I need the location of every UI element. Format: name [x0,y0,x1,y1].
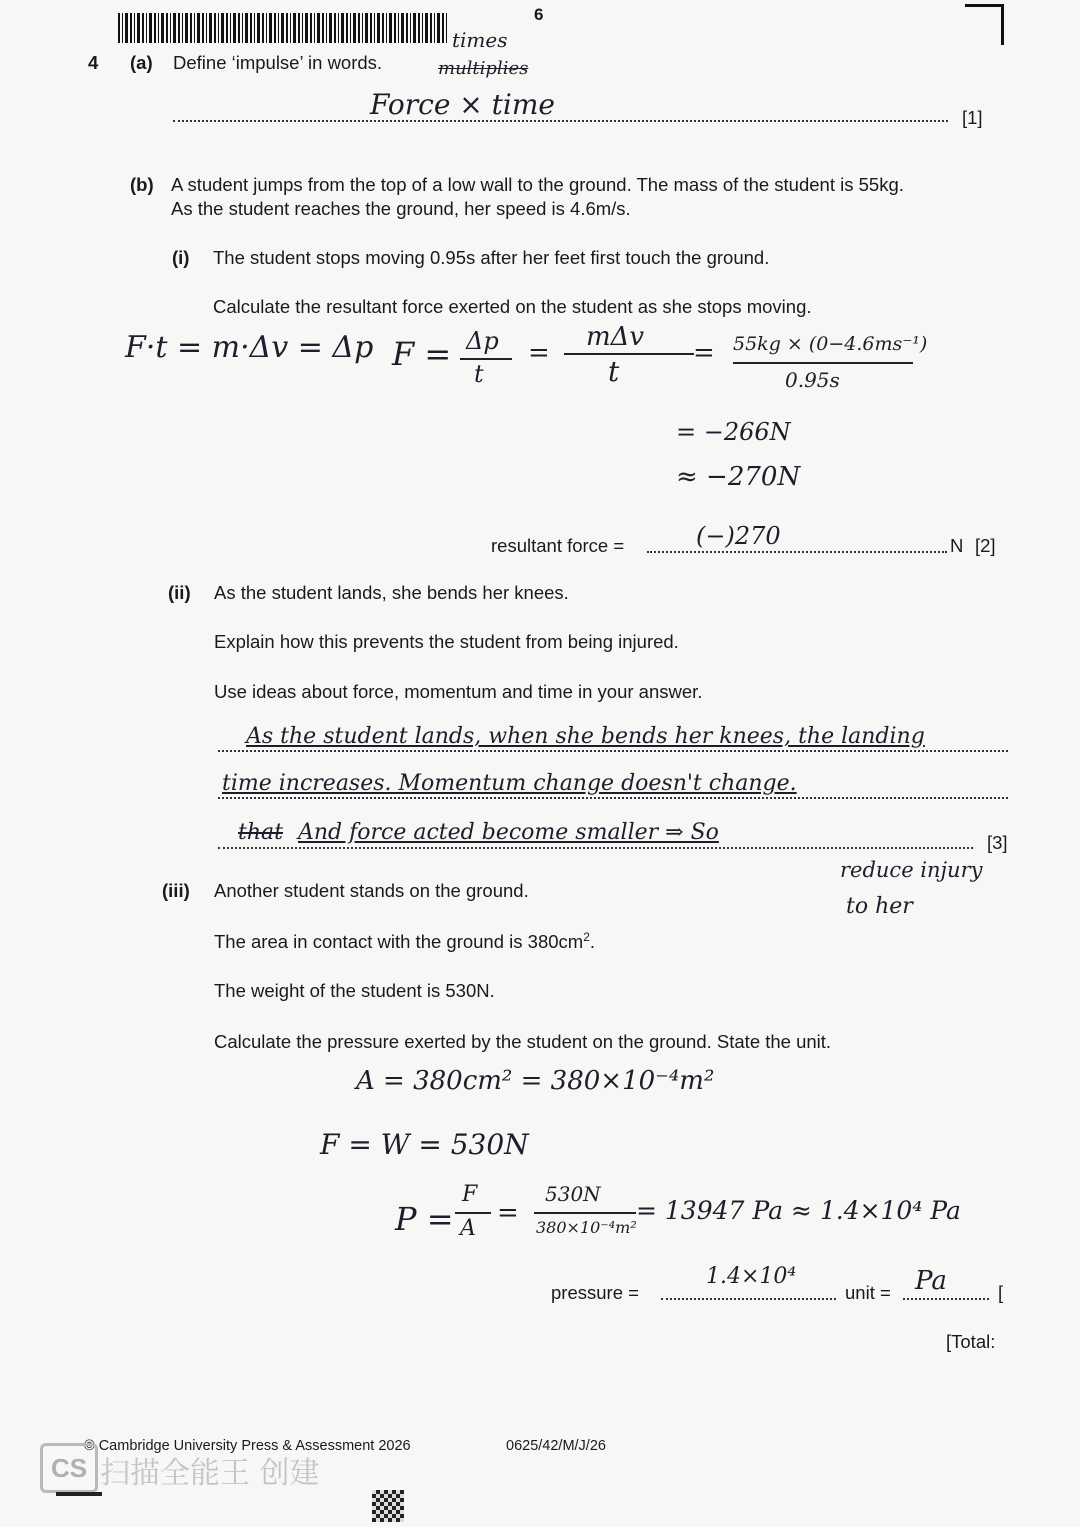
part-iii-text1: Another student stands on the ground. [214,880,529,901]
working-pressure-result: = 13947 Pa ≈ 1.4×10⁴ Pa [636,1196,961,1225]
unit: N [950,535,964,556]
answer-line [218,797,1008,799]
answer-line [218,750,1008,752]
part-i-label: (i) [172,247,190,268]
question-number: 4 [88,52,99,73]
part-b-text-line2: As the student reaches the ground, her speed is 4.6m/s. [171,198,631,219]
part-iii-text4: Calculate the pressure exerted by the student on the ground. State the unit. [214,1031,832,1052]
handwritten-crossed-note: multiplies [438,58,529,79]
part-b-text-line1: A student jumps from the top of a low wall to the ground. The mass of the student is 55kg. [171,174,904,195]
fraction-bar [534,1212,636,1214]
answer-line [218,847,973,849]
explanation-line3: And force acted become smaller ⇒ So [298,820,719,845]
working-numerator: 530N [545,1182,601,1206]
answer-line [647,551,947,553]
unit-answer: Pa [915,1266,947,1296]
working-denominator: 0.95s [785,368,840,392]
fraction-bar [733,362,913,364]
part-i-text2: Calculate the resultant force exerted on the student as she stops moving. [213,296,812,317]
part-iii-text2: The area in contact with the ground is $380cm^2$. [214,930,596,953]
explanation-line5: to her [846,894,913,919]
explanation-line4: reduce injury [840,858,983,882]
working-F: F [462,1182,478,1207]
scanner-logo-bar [56,1492,102,1496]
marks: [ [998,1282,1004,1303]
explanation-line1: As the student lands, when she bends her knees, the landing [246,724,925,749]
working-force: F = W = 530N [320,1128,529,1161]
answer-line [903,1298,989,1300]
part-ii-label: (ii) [168,582,191,603]
total-marks: [Total: [946,1331,996,1352]
part-a-answer: Force × time [370,88,555,121]
fraction-bar [564,353,694,355]
answer-label: pressure = [551,1282,639,1303]
working-area: A = 380cm² = 380×10⁻⁴m² [356,1066,715,1096]
fraction-bar [460,358,512,360]
working-p: P = [395,1200,454,1238]
scanner-logo: CS [40,1443,98,1493]
resultant-force-answer: (−)270 [696,522,781,550]
working-denominator: 380×10⁻⁴m² [536,1218,637,1237]
part-ii-text3: Use ideas about force, momentum and time in your answer. [214,681,703,702]
handwritten-note: times [452,28,508,52]
working-impulse-equation: F·t = m·Δv = Δp [125,330,374,365]
working-A: A [460,1216,476,1241]
working-t2: t [608,355,620,388]
barcode [118,13,448,43]
working-equals: = [693,338,715,368]
marks: [3] [987,832,1008,853]
part-a-question: Define ‘impulse’ in words. [173,52,383,73]
part-ii-text1: As the student lands, she bends her knees. [214,582,569,603]
working-result: = −266N [676,418,791,446]
unit-label: unit = [845,1282,891,1303]
working-f: F = [392,335,452,373]
scanner-watermark: 扫描全能王 创建 [100,1456,320,1491]
working-equals: = [497,1198,519,1228]
working-rounded: ≈ −270N [676,462,801,492]
working-equals: = [528,338,550,368]
part-b-label: (b) [130,174,154,195]
crop-mark [965,4,1004,45]
part-iii-text3: The weight of the student is 530N. [214,980,495,1001]
working-mdv: mΔv [586,322,645,352]
explanation-line2: time increases. Momentum change doesn't change. [222,771,797,796]
marks: [2] [975,535,996,556]
part-a-label: (a) [130,52,153,73]
marks: [1] [962,107,983,128]
answer-label: resultant force = [491,535,625,556]
part-iii-label: (iii) [162,880,190,901]
working-numerator: 55kg × (0−4.6ms⁻¹) [733,333,928,355]
page-number: 6 [534,5,544,24]
part-ii-text2: Explain how this prevents the student from being injured. [214,631,679,652]
fraction-bar [455,1212,491,1214]
explanation-crossed-word: that [238,820,283,845]
answer-line [661,1298,836,1300]
working-dp: Δp [466,327,499,355]
part-i-text1: The student stops moving 0.95s after her feet first touch the ground. [213,247,770,268]
copyright: © Cambridge University Press & Assessment 2026 [84,1438,411,1454]
answer-line [173,120,948,122]
pressure-answer: 1.4×10⁴ [706,1264,797,1289]
working-t: t [474,360,484,388]
qr-code [372,1490,404,1522]
paper-code: 0625/42/M/J/26 [506,1438,606,1454]
